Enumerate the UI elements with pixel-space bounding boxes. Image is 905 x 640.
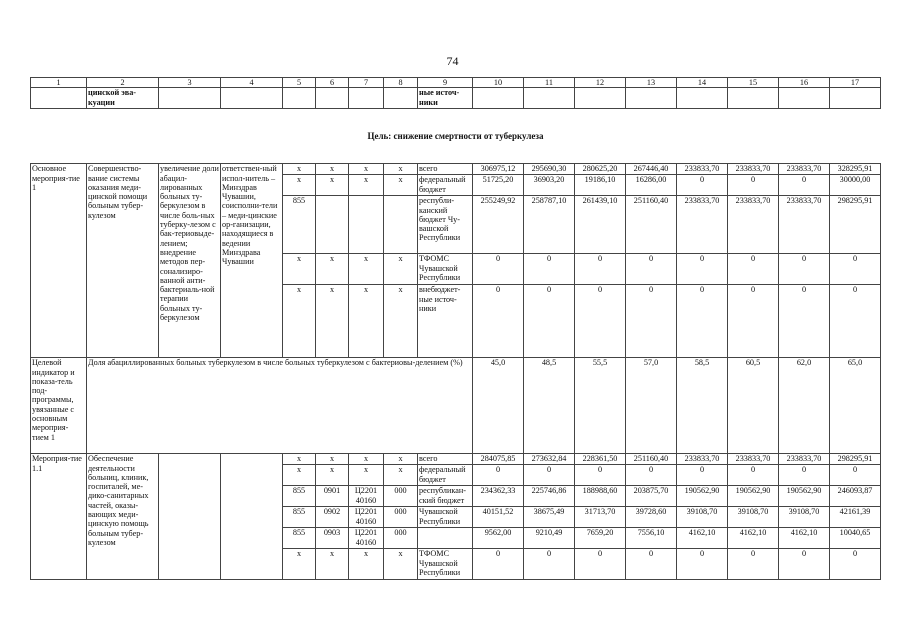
budget-code: x bbox=[384, 254, 418, 285]
budget-code: x bbox=[316, 454, 349, 465]
column-number: 13 bbox=[626, 78, 677, 88]
amount-cell: 234362,33 bbox=[473, 486, 524, 507]
amount-cell: 0 bbox=[626, 465, 677, 486]
page-number: 74 bbox=[446, 54, 459, 68]
indicator-value: 65,0 bbox=[830, 358, 881, 454]
activity-name: Совершенство-вание системы оказания меди-цинской помощи больным тубер-кулезом bbox=[87, 164, 159, 358]
activity-name: Обеспечение деятельности больниц, клиник, госпиталей, ме-дико-санитарных частей, оказы-вающих меди-цинскую помощь больным тубер-кулезом bbox=[87, 454, 159, 580]
amount-cell: 280625,20 bbox=[575, 164, 626, 175]
budget-code: x bbox=[349, 175, 384, 196]
indicator-value: 45,0 bbox=[473, 358, 524, 454]
amount-cell: 0 bbox=[728, 549, 779, 580]
budget-table bbox=[30, 77, 881, 580]
funding-source: всего bbox=[418, 164, 473, 175]
amount-cell: 273632,84 bbox=[524, 454, 575, 465]
amount-cell: 233833,70 bbox=[728, 454, 779, 465]
amount-cell: 39728,60 bbox=[626, 507, 677, 528]
budget-code: x bbox=[349, 454, 384, 465]
budget-code: x bbox=[349, 164, 384, 175]
budget-code: x bbox=[384, 454, 418, 465]
amount-cell: 0 bbox=[575, 254, 626, 285]
amount-cell: 0 bbox=[830, 254, 881, 285]
amount-cell: 233833,70 bbox=[677, 196, 728, 254]
budget-code: x bbox=[316, 549, 349, 580]
amount-cell: 0 bbox=[677, 549, 728, 580]
cont-text: цинской эва- куации bbox=[87, 88, 159, 109]
amount-cell: 0 bbox=[524, 254, 575, 285]
amount-cell: 7556,10 bbox=[626, 528, 677, 549]
amount-cell: 203875,70 bbox=[626, 486, 677, 507]
budget-code: x bbox=[384, 465, 418, 486]
expected-result: увеличение доли абацил-лированных больных ту-беркулезом в числе боль-ных туберку-лезом с бак-териовыде-лением; внедрение методов пер-сонализиро-ванной анти-бактериаль-ной терапии больных ту-беркулезом bbox=[159, 164, 221, 358]
amount-cell: 190562,90 bbox=[779, 486, 830, 507]
column-number: 7 bbox=[349, 78, 384, 88]
funding-source: федеральный бюджет bbox=[418, 465, 473, 486]
amount-cell: 233833,70 bbox=[779, 196, 830, 254]
amount-cell: 0 bbox=[473, 285, 524, 358]
indicator-value: 55,5 bbox=[575, 358, 626, 454]
empty-cell bbox=[159, 454, 221, 580]
amount-cell: 36903,20 bbox=[524, 175, 575, 196]
budget-code: 000 bbox=[384, 528, 418, 549]
budget-code: x bbox=[283, 254, 316, 285]
column-number: 14 bbox=[677, 78, 728, 88]
amount-cell: 251160,40 bbox=[626, 196, 677, 254]
amount-cell: 4162,10 bbox=[728, 528, 779, 549]
funding-source: всего bbox=[418, 454, 473, 465]
amount-cell: 0 bbox=[677, 285, 728, 358]
column-number: 2 bbox=[87, 78, 159, 88]
amount-cell: 4162,10 bbox=[677, 528, 728, 549]
budget-code: 855 bbox=[283, 486, 316, 507]
column-number: 3 bbox=[159, 78, 221, 88]
budget-code: x bbox=[283, 465, 316, 486]
amount-cell: 0 bbox=[677, 254, 728, 285]
amount-cell: 284075,85 bbox=[473, 454, 524, 465]
continuation-row bbox=[31, 88, 881, 109]
amount-cell: 225746,86 bbox=[524, 486, 575, 507]
amount-cell: 39108,70 bbox=[779, 507, 830, 528]
activity-1-row bbox=[31, 164, 881, 175]
amount-cell: 0 bbox=[779, 549, 830, 580]
budget-code: x bbox=[384, 285, 418, 358]
amount-cell: 0 bbox=[575, 465, 626, 486]
column-number: 5 bbox=[283, 78, 316, 88]
amount-cell: 42161,39 bbox=[830, 507, 881, 528]
budget-code: x bbox=[384, 175, 418, 196]
amount-cell: 306975,12 bbox=[473, 164, 524, 175]
budget-code: x bbox=[316, 164, 349, 175]
amount-cell: 295690,30 bbox=[524, 164, 575, 175]
budget-code: 855 bbox=[283, 507, 316, 528]
empty-cell bbox=[283, 88, 316, 109]
budget-code: x bbox=[316, 254, 349, 285]
goal-row bbox=[31, 109, 881, 164]
amount-cell: 0 bbox=[473, 549, 524, 580]
amount-cell: 0 bbox=[575, 285, 626, 358]
budget-code: 855 bbox=[283, 528, 316, 549]
amount-cell: 0 bbox=[626, 285, 677, 358]
amount-cell: 233833,70 bbox=[779, 454, 830, 465]
funding-source: республикан-ский бюджет bbox=[418, 486, 473, 507]
empty-cell bbox=[677, 88, 728, 109]
amount-cell: 0 bbox=[830, 549, 881, 580]
funding-source: ТФОМС Чувашской Республики bbox=[418, 549, 473, 580]
budget-code: x bbox=[349, 285, 384, 358]
responsible-executor: ответствен-ный испол-нитель – Минздрав Чувашии, соисполни-тели – меди-цинские ор-ганизации, находящиеся в ведении Минздрава Чувашии bbox=[221, 164, 283, 358]
amount-cell: 233833,70 bbox=[728, 196, 779, 254]
funding-source: федеральный бюджет bbox=[418, 175, 473, 196]
column-number: 4 bbox=[221, 78, 283, 88]
amount-cell: 233833,70 bbox=[779, 164, 830, 175]
amount-cell: 298295,91 bbox=[830, 454, 881, 465]
amount-cell: 0 bbox=[626, 254, 677, 285]
budget-code: Ц2201 40160 bbox=[349, 528, 384, 549]
amount-cell: 39108,70 bbox=[677, 507, 728, 528]
amount-cell: 9210,49 bbox=[524, 528, 575, 549]
amount-cell: 190562,90 bbox=[728, 486, 779, 507]
column-number: 8 bbox=[384, 78, 418, 88]
empty-cell bbox=[221, 88, 283, 109]
amount-cell: 10040,65 bbox=[830, 528, 881, 549]
budget-code: 0902 bbox=[316, 507, 349, 528]
amount-cell: 0 bbox=[524, 549, 575, 580]
amount-cell: 7659,20 bbox=[575, 528, 626, 549]
amount-cell: 190562,90 bbox=[677, 486, 728, 507]
budget-code: 0903 bbox=[316, 528, 349, 549]
empty-cell bbox=[830, 88, 881, 109]
amount-cell: 39108,70 bbox=[728, 507, 779, 528]
goal-heading: Цель: снижение смертности от туберкулеза bbox=[31, 109, 881, 164]
column-number: 1 bbox=[31, 78, 87, 88]
budget-code: x bbox=[283, 164, 316, 175]
amount-cell: 255249,92 bbox=[473, 196, 524, 254]
empty-cell bbox=[524, 88, 575, 109]
amount-cell: 0 bbox=[830, 285, 881, 358]
column-number: 15 bbox=[728, 78, 779, 88]
amount-cell: 298295,91 bbox=[830, 196, 881, 254]
empty-cell bbox=[728, 88, 779, 109]
budget-code bbox=[349, 196, 384, 254]
budget-code: x bbox=[283, 285, 316, 358]
amount-cell: 233833,70 bbox=[728, 164, 779, 175]
amount-cell: 267446,40 bbox=[626, 164, 677, 175]
column-number: 17 bbox=[830, 78, 881, 88]
amount-cell: 51725,20 bbox=[473, 175, 524, 196]
amount-cell: 16286,00 bbox=[626, 175, 677, 196]
budget-code: 0901 bbox=[316, 486, 349, 507]
amount-cell: 0 bbox=[473, 465, 524, 486]
empty-cell bbox=[221, 454, 283, 580]
amount-cell: 30000,00 bbox=[830, 175, 881, 196]
budget-code: x bbox=[283, 549, 316, 580]
empty-cell bbox=[316, 88, 349, 109]
budget-code: x bbox=[384, 164, 418, 175]
budget-code bbox=[384, 196, 418, 254]
indicator-row bbox=[31, 358, 881, 454]
funding-source: Чувашской Республики bbox=[418, 507, 473, 528]
amount-cell: 9562,00 bbox=[473, 528, 524, 549]
budget-code: Ц2201 40160 bbox=[349, 507, 384, 528]
amount-cell: 328295,91 bbox=[830, 164, 881, 175]
amount-cell: 0 bbox=[728, 254, 779, 285]
amount-cell: 0 bbox=[728, 175, 779, 196]
amount-cell: 38675,49 bbox=[524, 507, 575, 528]
amount-cell: 0 bbox=[779, 465, 830, 486]
amount-cell: 0 bbox=[677, 175, 728, 196]
budget-code: x bbox=[316, 175, 349, 196]
budget-code: Ц2201 40160 bbox=[349, 486, 384, 507]
budget-code bbox=[316, 196, 349, 254]
column-number: 11 bbox=[524, 78, 575, 88]
indicator-value: 48,5 bbox=[524, 358, 575, 454]
indicator-value: 58,5 bbox=[677, 358, 728, 454]
amount-cell: 0 bbox=[473, 254, 524, 285]
amount-cell: 233833,70 bbox=[677, 454, 728, 465]
column-number-row bbox=[31, 78, 881, 88]
activity-label: Основное мероприя-тие 1 bbox=[31, 164, 87, 358]
amount-cell: 0 bbox=[677, 465, 728, 486]
budget-code: x bbox=[283, 175, 316, 196]
budget-code: x bbox=[316, 465, 349, 486]
activity-1-1-row bbox=[31, 454, 881, 465]
empty-cell bbox=[384, 88, 418, 109]
budget-code: x bbox=[349, 254, 384, 285]
indicator-label: Целевой индикатор и показа-тель под-программы, увязанные с основным мероприя-тием 1 bbox=[31, 358, 87, 454]
amount-cell: 246093,87 bbox=[830, 486, 881, 507]
funding-source: республи-канский бюджет Чу-вашской Республики bbox=[418, 196, 473, 254]
indicator-value: 57,0 bbox=[626, 358, 677, 454]
amount-cell: 0 bbox=[524, 285, 575, 358]
amount-cell: 0 bbox=[830, 465, 881, 486]
amount-cell: 0 bbox=[779, 285, 830, 358]
amount-cell: 0 bbox=[779, 254, 830, 285]
funding-source: внебюджет-ные источ-ники bbox=[418, 285, 473, 358]
budget-code: x bbox=[316, 285, 349, 358]
funding-source: ТФОМС Чувашской Республики bbox=[418, 254, 473, 285]
amount-cell: 0 bbox=[575, 549, 626, 580]
column-number: 9 bbox=[418, 78, 473, 88]
empty-cell bbox=[349, 88, 384, 109]
budget-code: x bbox=[384, 549, 418, 580]
budget-code: 000 bbox=[384, 507, 418, 528]
indicator-value: 62,0 bbox=[779, 358, 830, 454]
amount-cell: 0 bbox=[779, 175, 830, 196]
budget-code: x bbox=[349, 465, 384, 486]
amount-cell: 4162,10 bbox=[779, 528, 830, 549]
column-number: 12 bbox=[575, 78, 626, 88]
amount-cell: 40151,52 bbox=[473, 507, 524, 528]
amount-cell: 0 bbox=[626, 549, 677, 580]
amount-cell: 261439,10 bbox=[575, 196, 626, 254]
amount-cell: 0 bbox=[728, 285, 779, 358]
budget-code: 855 bbox=[283, 196, 316, 254]
column-number: 6 bbox=[316, 78, 349, 88]
amount-cell: 19186,10 bbox=[575, 175, 626, 196]
empty-cell bbox=[31, 88, 87, 109]
funding-source bbox=[418, 528, 473, 549]
column-number: 16 bbox=[779, 78, 830, 88]
indicator-text: Доля абациллированных больных туберкулезом в числе больных туберкулезом с бактериовы-делением (%) bbox=[87, 358, 473, 454]
budget-code: x bbox=[283, 454, 316, 465]
budget-code: 000 bbox=[384, 486, 418, 507]
amount-cell: 228361,50 bbox=[575, 454, 626, 465]
amount-cell: 233833,70 bbox=[677, 164, 728, 175]
empty-cell bbox=[575, 88, 626, 109]
amount-cell: 258787,10 bbox=[524, 196, 575, 254]
indicator-value: 60,5 bbox=[728, 358, 779, 454]
amount-cell: 188988,60 bbox=[575, 486, 626, 507]
activity-label: Мероприя-тие 1.1 bbox=[31, 454, 87, 580]
amount-cell: 0 bbox=[728, 465, 779, 486]
cont-text: ные источ- ники bbox=[418, 88, 473, 109]
empty-cell bbox=[159, 88, 221, 109]
amount-cell: 251160,40 bbox=[626, 454, 677, 465]
budget-code: x bbox=[349, 549, 384, 580]
column-number: 10 bbox=[473, 78, 524, 88]
empty-cell bbox=[779, 88, 830, 109]
empty-cell bbox=[626, 88, 677, 109]
amount-cell: 31713,70 bbox=[575, 507, 626, 528]
empty-cell bbox=[473, 88, 524, 109]
amount-cell: 0 bbox=[524, 465, 575, 486]
